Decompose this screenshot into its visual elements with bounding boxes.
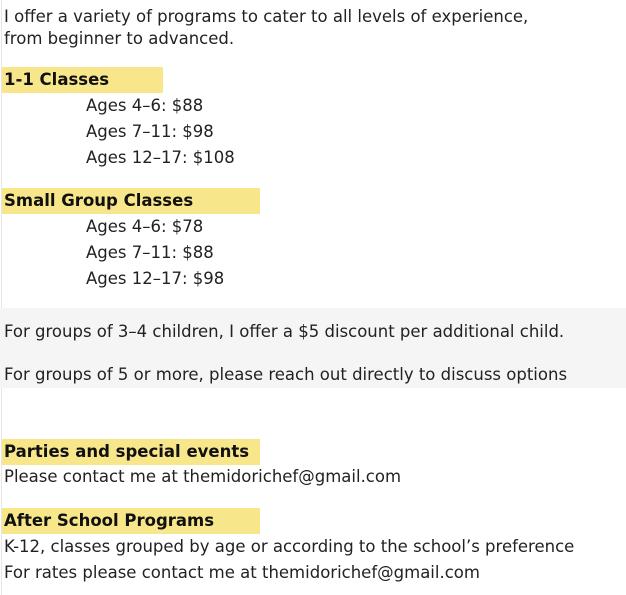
after-school-description: K-12, classes grouped by age or according to the school’s preference xyxy=(4,537,575,556)
after-school-contact: For rates please contact me at themidorichef@gmail.com xyxy=(4,563,480,582)
one-on-one-heading: 1-1 Classes xyxy=(2,67,163,93)
small-group-price-ages-4-6: Ages 4–6: $78 xyxy=(86,217,204,236)
one-on-one-price-ages-12-17: Ages 12–17: $108 xyxy=(86,148,235,167)
one-on-one-price-ages-4-6: Ages 4–6: $88 xyxy=(86,96,204,115)
small-group-heading: Small Group Classes xyxy=(2,188,260,214)
parties-heading: Parties and special events xyxy=(2,439,260,465)
small-group-price-ages-7-11: Ages 7–11: $88 xyxy=(86,243,214,262)
intro-line-1: I offer a variety of programs to cater to all levels of experience, xyxy=(4,7,529,26)
group-discount-note: For groups of 3–4 children, I offer a $5 discount per additional child. xyxy=(4,322,565,341)
intro-line-2: from beginner to advanced. xyxy=(4,29,235,48)
small-group-price-ages-12-17: Ages 12–17: $98 xyxy=(86,269,225,288)
after-school-heading: After School Programs xyxy=(2,508,260,534)
large-group-note: For groups of 5 or more, please reach out directly to discuss options xyxy=(4,365,568,384)
parties-contact: Please contact me at themidorichef@gmail.com xyxy=(4,467,402,486)
one-on-one-price-ages-7-11: Ages 7–11: $98 xyxy=(86,122,214,141)
